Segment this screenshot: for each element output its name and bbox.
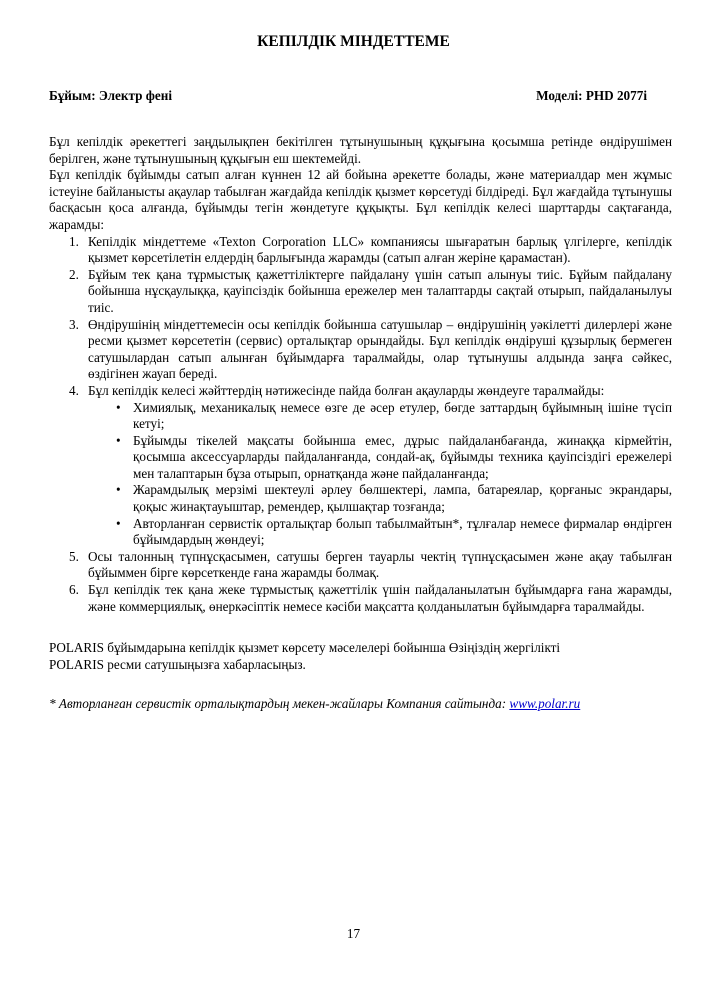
product-label: Бұйым: Электр фені: [49, 88, 173, 103]
condition-text: Өндірушінің міндеттемесін осы кепілдік бойынша сатушылар – өндірушінің уәкілетті дилерлері және ресми қызмет көрсететін (сервис) орталықтар орындайды. Бұл кепілдік өндіруші құзырлық бермеген сатушылардан сатып алынған бұйымдарға таралмайды, олар тұтынушы алдында заңға сәйкес, өздігінен жауап береді.: [88, 316, 672, 382]
footnote-text: * Авторланған сервистік орталықтардың мекен-жайлары Компания сайтында:: [49, 696, 507, 711]
polaris-contact-note: [49, 640, 672, 673]
intro-paragraph: Бұл кепілдік әрекеттегі заңдылықпен бекітілген тұтынушының құқығына қосымша ретінде өндірушімен берілген, және тұтынушының құқығын еш шектемейді.: [49, 134, 672, 166]
condition-number: 1.: [69, 233, 79, 249]
bullet-icon: •: [116, 482, 121, 498]
exclusions-list: [88, 400, 672, 549]
polaris-note-line: POLARIS ресми сатушыңызға хабарласыңыз.: [49, 656, 306, 672]
conditions-list: [49, 234, 672, 616]
condition-text: Кепілдік міндеттеме «Texton Corporation LLC» компаниясы шығаратын барлық үлгілерге, кепілдік қызмет көрсетілетін елдердің барлығында жарамды (сатып алған жеріне қарамастан).: [88, 233, 672, 266]
condition-text: Осы талонның түпнұсқасымен, сатушы берген тауарлы чектің түпнұсқасымен және ақау табылған бұйыммен бірге көрсеткенде ғана жарамды болмақ.: [88, 548, 672, 581]
condition-text: Бұйым тек қана тұрмыстық қажеттіліктерге пайдалану үшін сатып алынуы тиіс. Бұйым пайдалану бойынша нұсқаулыққа, қауіпсіздік бойынша ережелер мен талаптарды сақтай отырып, пайдаланылуы тиіс.: [88, 266, 672, 315]
condition-number: 3.: [69, 316, 79, 332]
exclusion-text: Авторланған сервистік орталықтар болып табылмайтын*, тұлғалар немесе фирмалар өндірген бұйымдардың жөндеуі;: [133, 515, 672, 548]
condition-item: [49, 549, 672, 582]
model-label: Моделі: PHD 2077i: [536, 88, 647, 103]
document-title: КЕПІЛДІК МІНДЕТТЕМЕ: [257, 33, 450, 50]
bullet-icon: •: [116, 432, 121, 448]
condition-item: [49, 317, 672, 383]
exclusion-text: Химиялық, механикалық немесе өзге де әсер етулер, бөгде заттардың бұйымның ішіне түсіп кетуі;: [133, 399, 672, 432]
exclusion-text: Бұйымды тікелей мақсаты бойынша емес, дұрыс пайдаланбағанда, жинаққа кірмейтін, қосымша аксессуарларды пайдаланғанда, сондай-ақ, бұйымды техника қауіпсіздігі ережелері мен талаптарын бұза отырып, орнатқанда және пайдаланғанда;: [133, 432, 672, 481]
bullet-icon: •: [116, 515, 121, 531]
exclusion-item: [88, 433, 672, 483]
condition-text: Бұл кепілдік тек қана жеке тұрмыстық қажеттілік үшін пайдаланылатын бұйымдарға ғана жарамды, және коммерциялық, өнеркәсіптік немесе кәсіби мақсатта қолданылатын бұйымдарға таралмайды.: [88, 582, 672, 614]
exclusion-text: Жарамдылық мерзімі шектеулі әрлеу бөлшектері, лампа, батареялар, қорғаныс экрандары, қоқыс жинақтауыштар, ремендер, қылшақтар тозғанда;: [133, 482, 672, 515]
condition-number: 5.: [69, 548, 79, 564]
condition-text: Бұл кепілдік келесі жәйттердің нәтижесінде пайда болған ақауларды жөндеуге таралмайды:: [88, 382, 605, 398]
website-link[interactable]: www.polar.ru: [509, 696, 581, 711]
product-info-row: [49, 88, 659, 105]
condition-number: 6.: [69, 582, 79, 598]
service-centers-footnote: [49, 696, 672, 713]
condition-item: [49, 267, 672, 317]
polaris-note-line: POLARIS бұйымдарына кепілдік қызмет көрсету мәселелері бойынша Өзіңіздің жергілікті: [49, 640, 561, 655]
condition-item: [49, 582, 672, 615]
exclusion-item: [88, 400, 672, 433]
condition-number: 2.: [69, 266, 79, 282]
intro-paragraph: Бұл кепілдік бұйымды сатып алған күннен 12 ай бойына әрекетте болады, және материалдар мен жұмыс істеуіне байланысты ақаулар табылған жағдайда кепілдік қызмет көрсетуді білдіреді. Бұл жағдайда тұтынушы басқасын қоса алғанда, бұйымды тегін жөндетуге құқықты. Бұл кепілдік келесі шарттарды сақтағанда, жарамды:: [49, 167, 672, 232]
warranty-body: [49, 134, 672, 615]
condition-item: [49, 234, 672, 267]
bullet-icon: •: [116, 399, 121, 415]
condition-number: 4.: [69, 382, 79, 398]
page-number: 17: [346, 926, 361, 941]
condition-item: [49, 383, 672, 549]
exclusion-item: [88, 482, 672, 515]
exclusion-item: [88, 516, 672, 549]
